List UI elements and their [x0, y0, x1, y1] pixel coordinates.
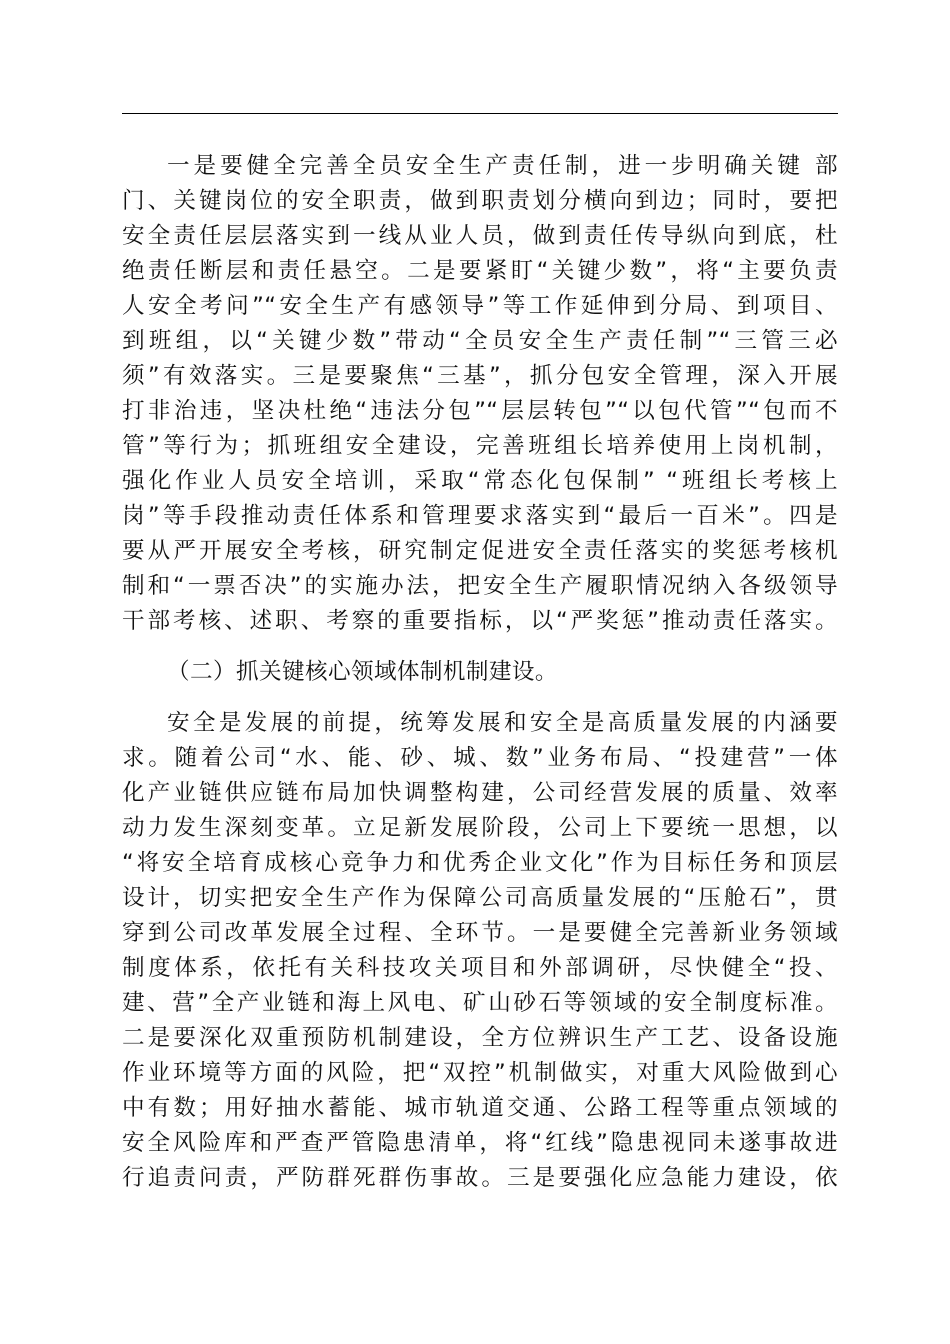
paragraph-2-line: 设计，切实把安全生产作为保障公司高质量发展的“压舱石”，贯 — [122, 885, 838, 911]
paragraph-1-line: 到班组，以“关键少数”带动“全员安全生产责任制”“三管三必 — [122, 328, 838, 354]
paragraph-1-line: 要从严开展安全考核，研究制定促进安全责任落实的奖惩考核机 — [122, 538, 838, 564]
paragraph-1-line: 安全责任层层落实到一线从业人员，做到责任传导纵向到底，杜 — [122, 223, 838, 249]
paragraph-1-line: 须”有效落实。三是要聚焦“三基”，抓分包安全管理，深入开展 — [122, 363, 838, 389]
paragraph-1-line: 强化作业人员安全培训，采取“常态化包保制” “班组长考核上 — [122, 468, 838, 494]
paragraph-2-line: 行追责问责，严防群死群伤事故。三是要强化应急能力建设，依 — [122, 1165, 838, 1191]
paragraph-1-line: 干部考核、述职、考察的重要指标，以“严奖惩”推动责任落实。 — [122, 608, 838, 634]
header-rule — [122, 113, 838, 114]
paragraph-2-line: 建、营”全产业链和海上风电、矿山砂石等领域的安全制度标准。 — [122, 990, 838, 1016]
paragraph-2-line: 动力发生深刻变革。立足新发展阶段，公司上下要统一思想，以 — [122, 815, 838, 841]
paragraph-1-line: 打非治违，坚决杜绝“违法分包”“层层转包”“以包代管”“包而不 — [122, 398, 838, 424]
paragraph-2-line: 求。随着公司“水、能、砂、城、数”业务布局、“投建营”一体 — [122, 745, 838, 771]
paragraph-2-line: 安全风险库和严查严管隐患清单，将“红线”隐患视同未遂事故进 — [122, 1130, 838, 1156]
section-heading: （二）抓关键核心领域体制机制建设。 — [167, 659, 558, 685]
paragraph-2-line: 二是要深化双重预防机制建设，全方位辨识生产工艺、设备设施 — [122, 1025, 838, 1051]
paragraph-1-line: 门、关键岗位的安全职责，做到职责划分横向到边；同时，要把 — [122, 188, 838, 214]
paragraph-2-line: “将安全培育成核心竞争力和优秀企业文化”作为目标任务和顶层 — [122, 850, 838, 876]
paragraph-2-line: 作业环境等方面的风险，把“双控”机制做实，对重大风险做到心 — [122, 1060, 838, 1086]
paragraph-2-line: 中有数；用好抽水蓄能、城市轨道交通、公路工程等重点领域的 — [122, 1095, 838, 1121]
paragraph-1-line: 岗”等手段推动责任体系和管理要求落实到“最后一百米”。四是 — [122, 503, 838, 529]
paragraph-1-line: 管”等行为；抓班组安全建设，完善班组长培养使用上岗机制， — [122, 433, 838, 459]
paragraph-2-line: 穿到公司改革发展全过程、全环节。一是要健全完善新业务领域 — [122, 920, 838, 946]
paragraph-1-line: 一是要健全完善全员安全生产责任制，进一步明确关键 部 — [167, 153, 838, 179]
paragraph-1-line: 制和“一票否决”的实施办法，把安全生产履职情况纳入各级领导 — [122, 573, 838, 599]
paragraph-2-line: 化产业链供应链布局加快调整构建，公司经营发展的质量、效率 — [122, 780, 838, 806]
paragraph-1-line: 绝责任断层和责任悬空。二是要紧盯“关键少数”，将“主要负责 — [122, 258, 838, 284]
paragraph-2-line: 安全是发展的前提，统筹发展和安全是高质量发展的内涵要 — [167, 710, 838, 736]
paragraph-2-line: 制度体系，依托有关科技攻关项目和外部调研，尽快健全“投、 — [122, 955, 838, 981]
paragraph-1-line: 人安全考问”“安全生产有感领导”等工作延伸到分局、到项目、 — [122, 293, 838, 319]
